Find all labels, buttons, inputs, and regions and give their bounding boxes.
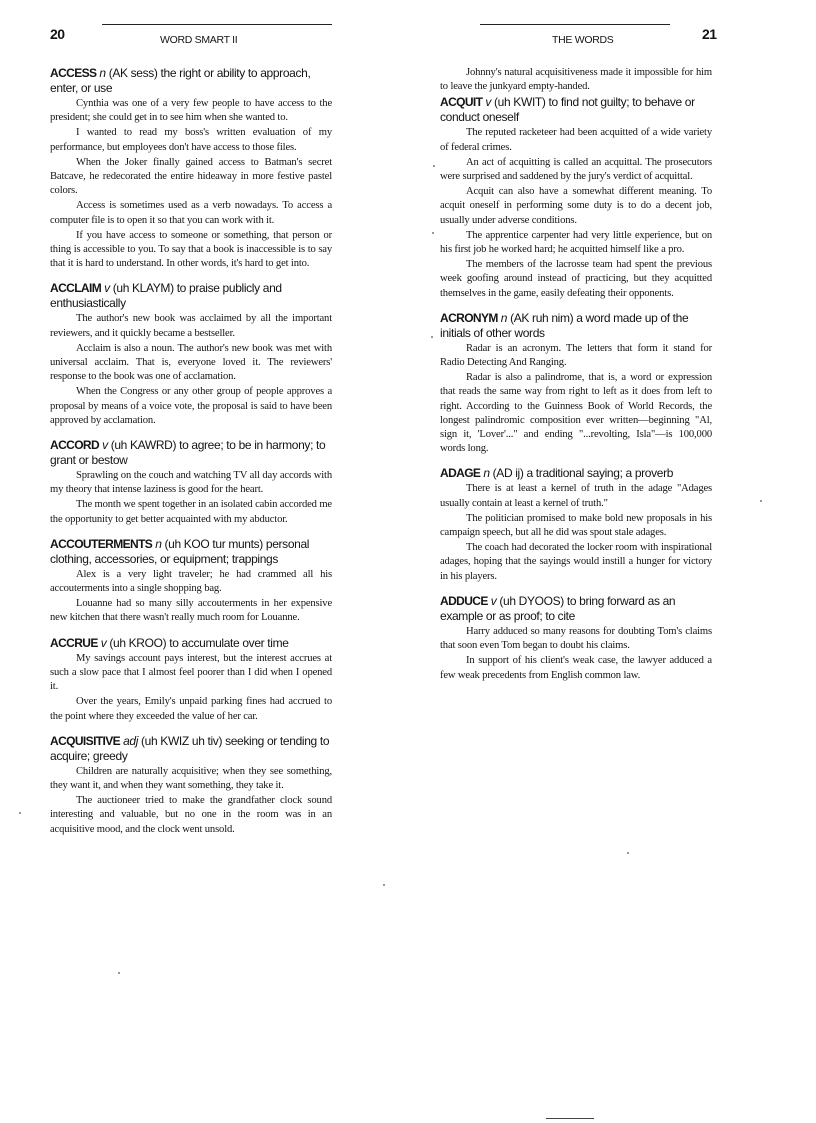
example-paragraph: When the Joker finally gained access to Batman's secret Batcave, he redecorated the entire hideaway in more festive pastel colors.	[50, 156, 332, 197]
dictionary-entry	[50, 66, 332, 271]
right-page-header	[470, 22, 720, 52]
headword: ACQUIT	[440, 95, 483, 110]
example-paragraph: Over the years, Emily's unpaid parking fines had accrued to the point where they exceeded the value of her car.	[50, 696, 332, 722]
part-of-speech: v	[485, 95, 492, 110]
left-page-header	[50, 22, 340, 52]
headword: ADDUCE	[440, 593, 488, 608]
example-paragraph: The month we spent together in an isolated cabin accorded me the opportunity to get better acquainted with my abductor.	[50, 499, 332, 525]
example-paragraph: Access is sometimes used as a verb nowadays. To access a computer file is to open it so that you can work with it.	[50, 200, 332, 226]
dictionary-entry	[50, 734, 332, 837]
right-page-number: 21	[702, 26, 717, 42]
example-paragraph: Radar is also a palindrome, that is, a word or expression that reads the same way from right to left as it does from left to right. According to the Guinness Book of World Records, the longest palindromic composition ever written—beginning "Al, sign it, 'Lover'..." and ending "...revolting, Isla"—is 100,000 words long.	[440, 372, 712, 455]
entry-heading	[440, 311, 712, 341]
definition: (uh KLAYM) to praise publicly and enthusiastically	[50, 281, 282, 311]
part-of-speech: n	[99, 66, 106, 80]
entry-heading	[50, 636, 332, 651]
example-paragraph: I wanted to read my boss's written evaluation of my performance, but employees don't have access to those files.	[50, 127, 332, 153]
example-paragraph: Sprawling on the couch and watching TV all day accords with my theory that intense laziness is good for the heart.	[50, 470, 332, 496]
header-rule	[102, 24, 332, 25]
part-of-speech: n	[483, 466, 490, 481]
example-paragraph: Acclaim is also a noun. The author's new book was met with universal acclaim. That is, everyone loved it. The reviewers' response to the book was one of acclamation.	[50, 342, 332, 383]
example-paragraph: The politician promised to make bold new proposals in his campaign speech, but all he did was spout stale adages.	[440, 512, 712, 539]
headword: ACCRUE	[50, 635, 98, 650]
headword: ACQUISITIVE	[50, 733, 121, 748]
headword: ACCOUTERMENTS	[50, 536, 153, 551]
right-column	[440, 66, 712, 693]
part-of-speech: v	[102, 438, 108, 453]
dictionary-entry	[440, 95, 712, 300]
example-paragraph: Louanne had so many silly accouterments in her expensive new kitchen that there wasn't really much room for Louanne.	[50, 598, 332, 624]
header-rule	[480, 24, 670, 25]
example-paragraph: The apprentice carpenter had very little experience, but on his first job he worked hard; he acquitted himself like a pro.	[440, 229, 712, 256]
dictionary-entry	[440, 594, 712, 683]
headword: ADAGE	[440, 466, 481, 481]
right-column-entries	[440, 95, 712, 682]
left-page-number: 20	[50, 26, 65, 42]
example-paragraph: Harry adduced so many reasons for doubting Tom's claims that soon even Tom began to doubt his claims.	[440, 625, 712, 652]
scan-speck	[118, 972, 120, 974]
headword: ACRONYM	[440, 310, 498, 325]
example-paragraph: Radar is an acronym. The letters that form it stand for Radio Detecting And Ranging.	[440, 342, 712, 369]
part-of-speech: v	[490, 593, 497, 608]
bottom-edge-mark	[546, 1118, 594, 1119]
example-paragraph: There is at least a kernel of truth in the adage "Adages usually contain at least a kernel of truth."	[440, 483, 712, 509]
entry-heading	[50, 438, 332, 468]
entry-heading	[440, 594, 712, 624]
example-paragraph: In support of his client's weak case, the lawyer adduced a few weak precedents from English common law.	[440, 655, 712, 681]
scan-speck	[431, 336, 433, 338]
dictionary-entry	[440, 466, 712, 583]
example-paragraph: The author's new book was acclaimed by all the important reviewers, and it quickly became a bestseller.	[50, 313, 332, 339]
example-paragraph: The auctioneer tried to make the grandfather clock sound interesting and valuable, but no one in the room was in an acquisitive mood, and the clock went unsold.	[50, 795, 332, 835]
part-of-speech: v	[100, 635, 107, 650]
example-paragraph: The coach had decorated the locker room with inspirational adages, hoping that the sayings would instill a hunger for victory in his players.	[440, 542, 712, 582]
definition: (AD ij) a traditional saying; a proverb	[492, 466, 674, 481]
definition: (uh KWIZ uh tiv) seeking or tending to acquire; greedy	[50, 733, 330, 763]
continued-example: Johnny's natural acquisitiveness made it impossible for him to leave the junkyard empty-handed.	[440, 67, 712, 93]
example-paragraph: When the Congress or any other group of people approves a proposal by means of a voice vote, the proposal is said to have been approved by acclamation.	[50, 386, 332, 426]
scan-speck	[627, 852, 629, 854]
definition: (uh KROO) to accumulate over time	[109, 635, 289, 650]
entry-heading	[50, 66, 332, 96]
right-running-head: THE WORDS	[552, 34, 614, 46]
part-of-speech: n	[155, 536, 162, 551]
scan-speck	[19, 812, 21, 814]
headword: ACCESS	[50, 66, 97, 80]
definition: (AK ruh nim) a word made up of the initials of other words	[440, 310, 689, 340]
definition: (uh KAWRD) to agree; to be in harmony; to grant or bestow	[50, 438, 326, 468]
scan-speck	[383, 884, 385, 886]
scan-speck	[433, 165, 435, 167]
definition: (uh KWIT) to find not guilty; to behave or conduct oneself	[440, 95, 695, 125]
example-paragraph: Alex is a very light traveler; he had crammed all his accouterments into a single shopping bag.	[50, 568, 332, 595]
example-paragraph: The members of the lacrosse team had spent the previous week goofing around instead of practicing, but they acquitted themselves in the game, easily defeating their opponents.	[440, 259, 712, 299]
dictionary-entry	[50, 438, 332, 527]
entry-heading	[50, 281, 332, 311]
scan-speck	[432, 232, 434, 234]
entry-heading	[440, 95, 712, 125]
example-paragraph: An act of acquitting is called an acquittal. The prosecutors were surprised and saddened by the jury's verdict of acquittal.	[440, 156, 712, 183]
definition: (uh KOO tur munts) personal clothing, accessories, or equipment; trappings	[50, 536, 310, 566]
definition: (uh DYOOS) to bring forward as an example or as proof; to cite	[440, 593, 676, 623]
entry-heading	[50, 734, 332, 764]
left-column	[50, 66, 332, 847]
entry-heading	[440, 466, 712, 481]
part-of-speech: n	[500, 310, 508, 325]
dictionary-entry	[50, 537, 332, 626]
example-paragraph: Cynthia was one of a very few people to have access to the president; she could get in to see him when she wanted to.	[50, 98, 332, 124]
part-of-speech: adj	[123, 733, 139, 748]
left-running-head: WORD SMART II	[160, 34, 238, 46]
headword: ACCORD	[50, 438, 100, 453]
entry-heading	[50, 537, 332, 567]
dictionary-entry	[50, 281, 332, 428]
example-paragraph: The reputed racketeer had been acquitted of a wide variety of federal crimes.	[440, 127, 712, 153]
part-of-speech: v	[104, 281, 110, 296]
example-paragraph: My savings account pays interest, but the interest accrues at such a slow pace that I almost feel poorer than I did when I opened it.	[50, 652, 332, 693]
scan-speck	[760, 500, 762, 502]
definition: (AK sess) the right or ability to approach, enter, or use	[50, 66, 311, 95]
headword: ACCLAIM	[50, 281, 102, 296]
example-paragraph: Children are naturally acquisitive; when they see something, they want it, and when they want something, they take it.	[50, 765, 332, 791]
dictionary-entry	[50, 636, 332, 724]
dictionary-entry	[440, 311, 712, 457]
example-paragraph: Acquit can also have a somewhat different meaning. To acquit oneself in performing some duty is to do a decent job, usually under adverse conditions.	[440, 186, 712, 226]
example-paragraph: If you have access to someone or something, that person or thing is accessible to you. To say that a book is inaccessible is to say that it is hard to understand. In other words, it's hard to get into.	[50, 229, 332, 270]
